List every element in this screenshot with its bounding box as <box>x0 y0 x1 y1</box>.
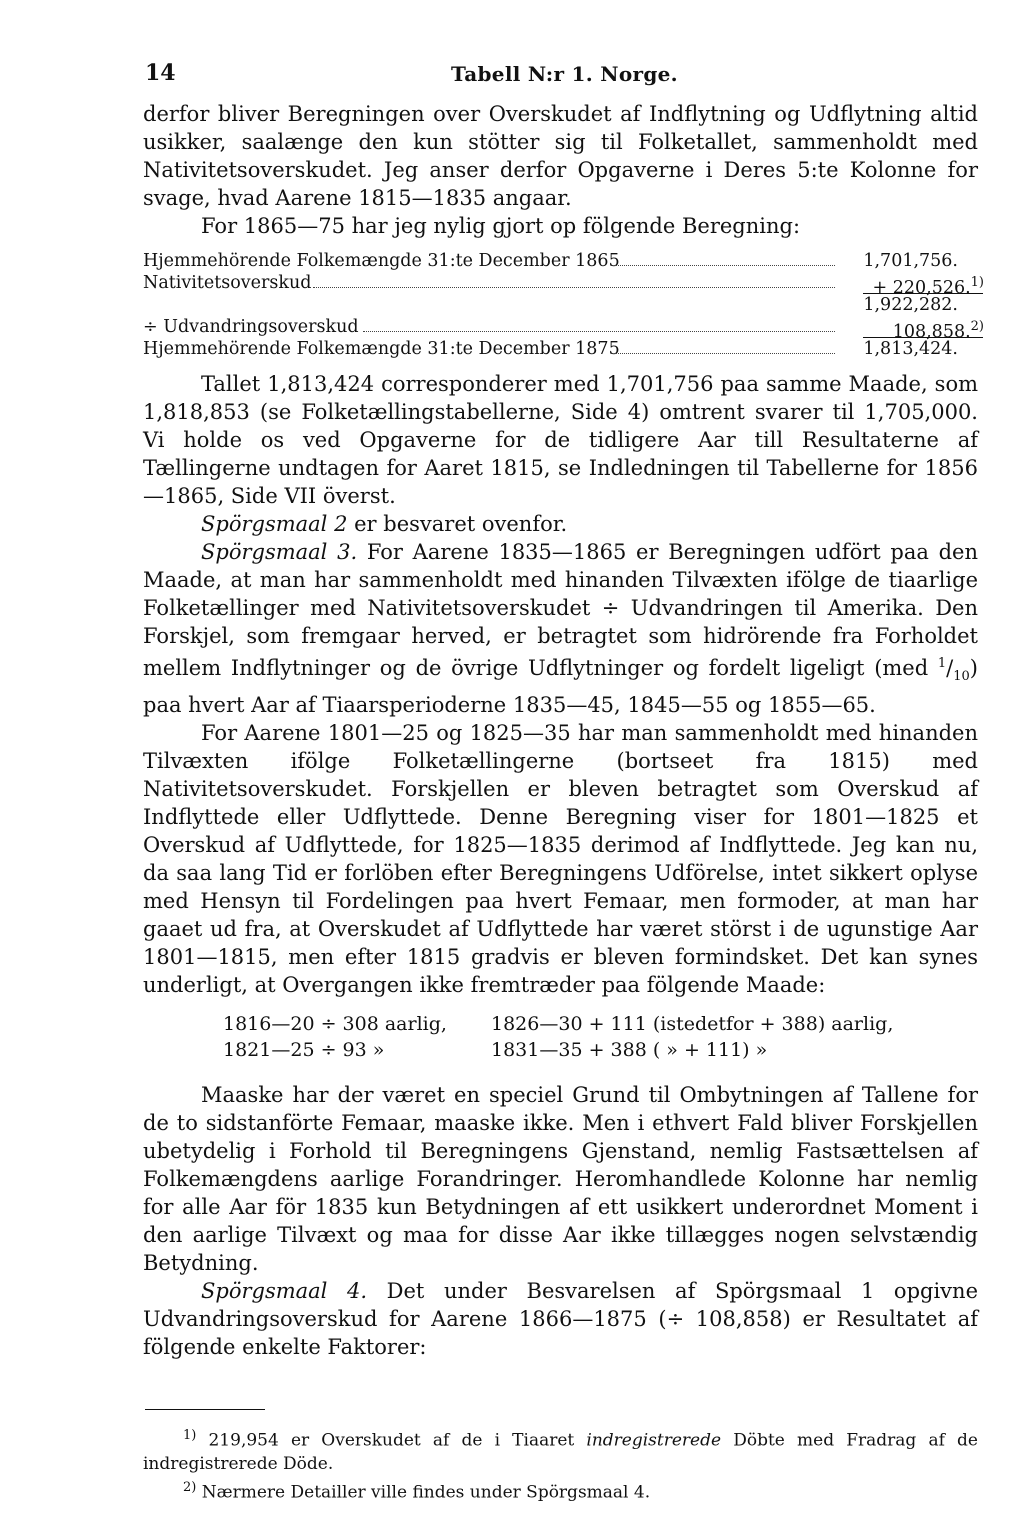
period-cell: 1831—35 + 388 ( » + 111) » <box>491 1039 768 1062</box>
paragraph-1801: For Aarene 1801—25 og 1825—35 har man sammenholdt med hinanden Tilvæxten ifölge Folketællingerne (bortseet fra 1815) med Nativitetsoverskudet. Forskjellen er bleven betragtet som Overskud af Indflyttede eller Udflyttede. Denne Beregning viser for 1801—1825 et Overskud af Udflyttede, for 1825—1835 derimod af Indflyttede. Jeg kan nu, da saa lang Tid er forlöben efter Beregningens Udförelse, intet sikkert oplyse med Hensyn til Fordelingen paa hvert Femaar, men formoder, at man har gaaet ud fra, at Overskudet af Udflyttede har været störst i de ugunstige Aar 1801—1815, men efter 1815 gradvis er bleven formindsket. Det kan synes underligt, at Overgangen ikke fremtræder paa fölgende Maade: <box>143 721 978 998</box>
document-page <box>143 56 984 1505</box>
question-label: Spörgsmaal 2 <box>201 512 348 536</box>
period-table <box>143 1009 978 1067</box>
question-2: Spörgsmaal 2 er besvaret ovenfor. <box>201 512 568 536</box>
question-4: Spörgsmaal 4. Det under Besvarelsen af Spörgsmaal 1 opgivne Udvandringsoverskud for Aarene 1866—1875 (÷ 108,858) er Resultatet af fölgende enkelte Faktorer: <box>143 1279 978 1360</box>
question-3: Spörgsmaal 3. For Aarene 1835—1865 er Beregningen udfört paa den Maade, at man har sammenholdt med hinanden Tilvæxten ifölge de tiaarlige Folketællinger med Nativitetsoverskudet ÷ Udvandringen til Amerika. Den Forskjel, som fremgaar herved, er betragtet som hidrörende fra Forholdet mellem Indflytninger og de övrige Udflytninger og fordelt ligeligt (med $^1/_{10}$) paa hvert Aar af Tiaarsperioderne 1835—45, 1845—55 og 1855—65. <box>143 540 978 718</box>
calc-label: ÷ Udvandringsoverskud <box>143 317 359 337</box>
calc-row-subtotal <box>143 294 978 316</box>
calc-row-1865 <box>143 250 978 272</box>
footnote-ref-1: 1) <box>970 275 984 290</box>
calc-value: 1,813,424. <box>863 339 958 359</box>
paragraph-maaske: Maaske har der været en speciel Grund til Ombytningen af Tallene for de to sidstanförte Femaar, maaske ikke. Men i ethvert Fald bliver Forskjellen ubetydelig i Forhold til Beregningens Gjenstand, nemlig Fastsættelsen af Folkemængdens aarlige Forandringer. Heromhandlede Kolonne har nemlig for alle Aar för 1835 kun Betydningen af ett usikkert underordnet Moment i den aarlige Tilvæxt og maa for disse Aar ikke tillægges nogen selvstændig Betydning. <box>143 1083 978 1276</box>
period-cell: 1821—25 ÷ 93 » <box>223 1039 385 1062</box>
footnote-divider <box>145 1409 265 1410</box>
period-cell: 1826—30 + 111 (istedetfor + 388) aarlig, <box>491 1013 894 1036</box>
calc-label: Hjemmehörende Folkemængde 31:te December 1875 <box>143 339 620 359</box>
question-label: Spörgsmaal 3. <box>201 540 358 564</box>
calc-value: + 220,526.$^{1)}$ <box>872 275 984 298</box>
calc-value: 1,701,756. <box>863 251 958 271</box>
question-label: Spörgsmaal 4. <box>201 1279 368 1304</box>
calc-row-nativity <box>143 272 984 298</box>
period-cell: 1816—20 ÷ 308 aarlig, <box>223 1013 447 1036</box>
calc-intro: For 1865—75 har jeg nylig gjort op fölgende Beregning: <box>201 214 801 238</box>
leader-dots <box>313 287 835 288</box>
calc-row-1875 <box>143 338 978 360</box>
leader-dots <box>615 353 835 354</box>
paragraph-tallet: Tallet 1,813,424 corresponderer med 1,701,756 paa samme Maade, som 1,818,853 (se Folketællingstabellerne, Side 4) omtrent svarer til 1,705,000. Vi holde os ved Opgaverne for de tidligere Aar till Resultaterne af Tællingerne undtagen for Aaret 1815, se Indledningen til Tabellerne for 1856—1865, Side VII överst. <box>143 372 978 508</box>
running-header <box>143 56 978 90</box>
running-title: Tabell N:r 1. Norge. <box>451 62 678 86</box>
footnote-ref-2: 2) <box>970 319 984 334</box>
calc-value: 108,858.$^{2)}$ <box>892 319 984 342</box>
footnote-1: $^{1)}$ 219,954 er Overskudet af de i Tiaaret indregistrerede Döbte med Fradrag af de indregistrerede Döde. <box>143 1428 978 1474</box>
calc-row-emigration <box>143 316 984 342</box>
calc-label: Hjemmehörende Folkemængde 31:te December 1865 <box>143 251 620 271</box>
page-number: 14 <box>145 60 176 86</box>
intro-paragraph: derfor bliver Beregningen over Overskudet af Indflytning og Udflytning altid usikker, saalænge den kun stötter sig til Folketallet, sammenholdt med Nativitetsoverskudet. Jeg anser derfor Opgaverne i Deres 5:te Kolonne for svage, hvad Aarene 1815—1835 angaar. <box>143 102 978 210</box>
leader-dots <box>615 265 835 266</box>
footnote-2: $^{2)}$ Nærmere Detailler ville findes under Spörgsmaal 4. <box>183 1479 651 1503</box>
calc-value: 1,922,282. <box>863 295 958 315</box>
population-calculation <box>143 250 984 360</box>
calc-label: Nativitetsoverskud <box>143 273 312 293</box>
leader-dots <box>363 331 835 332</box>
